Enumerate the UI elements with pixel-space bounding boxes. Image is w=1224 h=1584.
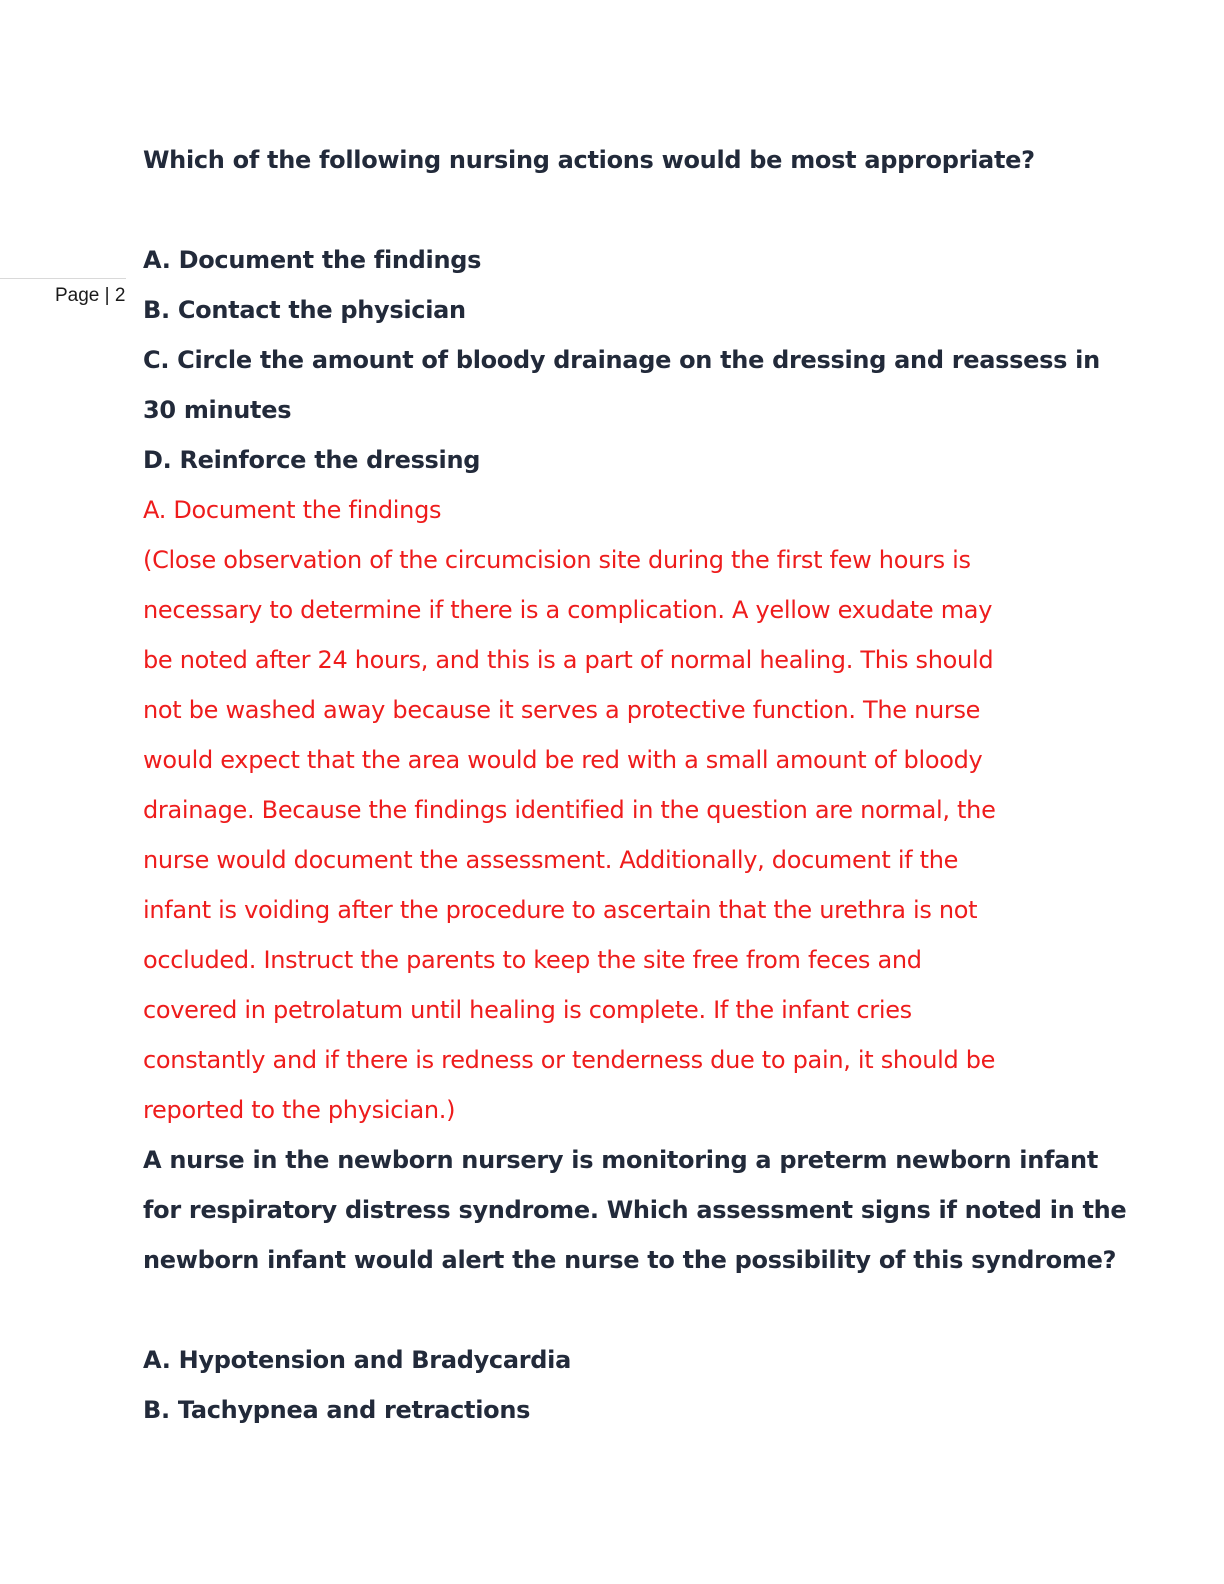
page-number-rule	[0, 278, 126, 279]
question-2-option-a: A. Hypotension and Bradycardia	[143, 1346, 571, 1374]
question-1-option-b: B. Contact the physician	[143, 296, 466, 324]
question-2-option-b: B. Tachypnea and retractions	[143, 1396, 531, 1424]
rationale-line: would expect that the area would be red with a small amount of bloody	[143, 746, 983, 774]
question-1-stem: Which of the following nursing actions would be most appropriate?	[143, 146, 1035, 174]
rationale-line: nurse would document the assessment. Additionally, document if the	[143, 846, 959, 874]
question-1-option-d: D. Reinforce the dressing	[143, 446, 481, 474]
rationale-line: covered in petrolatum until healing is complete. If the infant cries	[143, 996, 912, 1024]
rationale-line: reported to the physician.)	[143, 1096, 456, 1124]
page-number: Page | 2	[55, 285, 126, 306]
document-body	[143, 135, 1127, 1435]
spacer	[143, 1285, 1103, 1335]
rationale-line: necessary to determine if there is a complication. A yellow exudate may	[143, 596, 993, 624]
question-2-stem-line: for respiratory distress syndrome. Which assessment signs if noted in the	[143, 1196, 1127, 1224]
question-1-option-a: A. Document the findings	[143, 246, 482, 274]
rationale-line: constantly and if there is redness or tenderness due to pain, it should be	[143, 1046, 996, 1074]
rationale-line: infant is voiding after the procedure to ascertain that the urethra is not	[143, 896, 978, 924]
question-1-option-c-continued: 30 minutes	[143, 396, 292, 424]
rationale-line: be noted after 24 hours, and this is a part of normal healing. This should	[143, 646, 994, 674]
question-2-stem-line: newborn infant would alert the nurse to the possibility of this syndrome?	[143, 1246, 1117, 1274]
spacer	[143, 185, 1103, 235]
question-1-answer: A. Document the findings	[143, 496, 442, 524]
question-1-option-c: C. Circle the amount of bloody drainage on the dressing and reassess in	[143, 346, 1100, 374]
rationale-line: drainage. Because the findings identified in the question are normal, the	[143, 796, 996, 824]
rationale-line: occluded. Instruct the parents to keep the site free from feces and	[143, 946, 922, 974]
question-2-stem-line: A nurse in the newborn nursery is monitoring a preterm newborn infant	[143, 1146, 1099, 1174]
rationale-line: not be washed away because it serves a protective function. The nurse	[143, 696, 981, 724]
rationale-line: (Close observation of the circumcision site during the first few hours is	[143, 546, 971, 574]
